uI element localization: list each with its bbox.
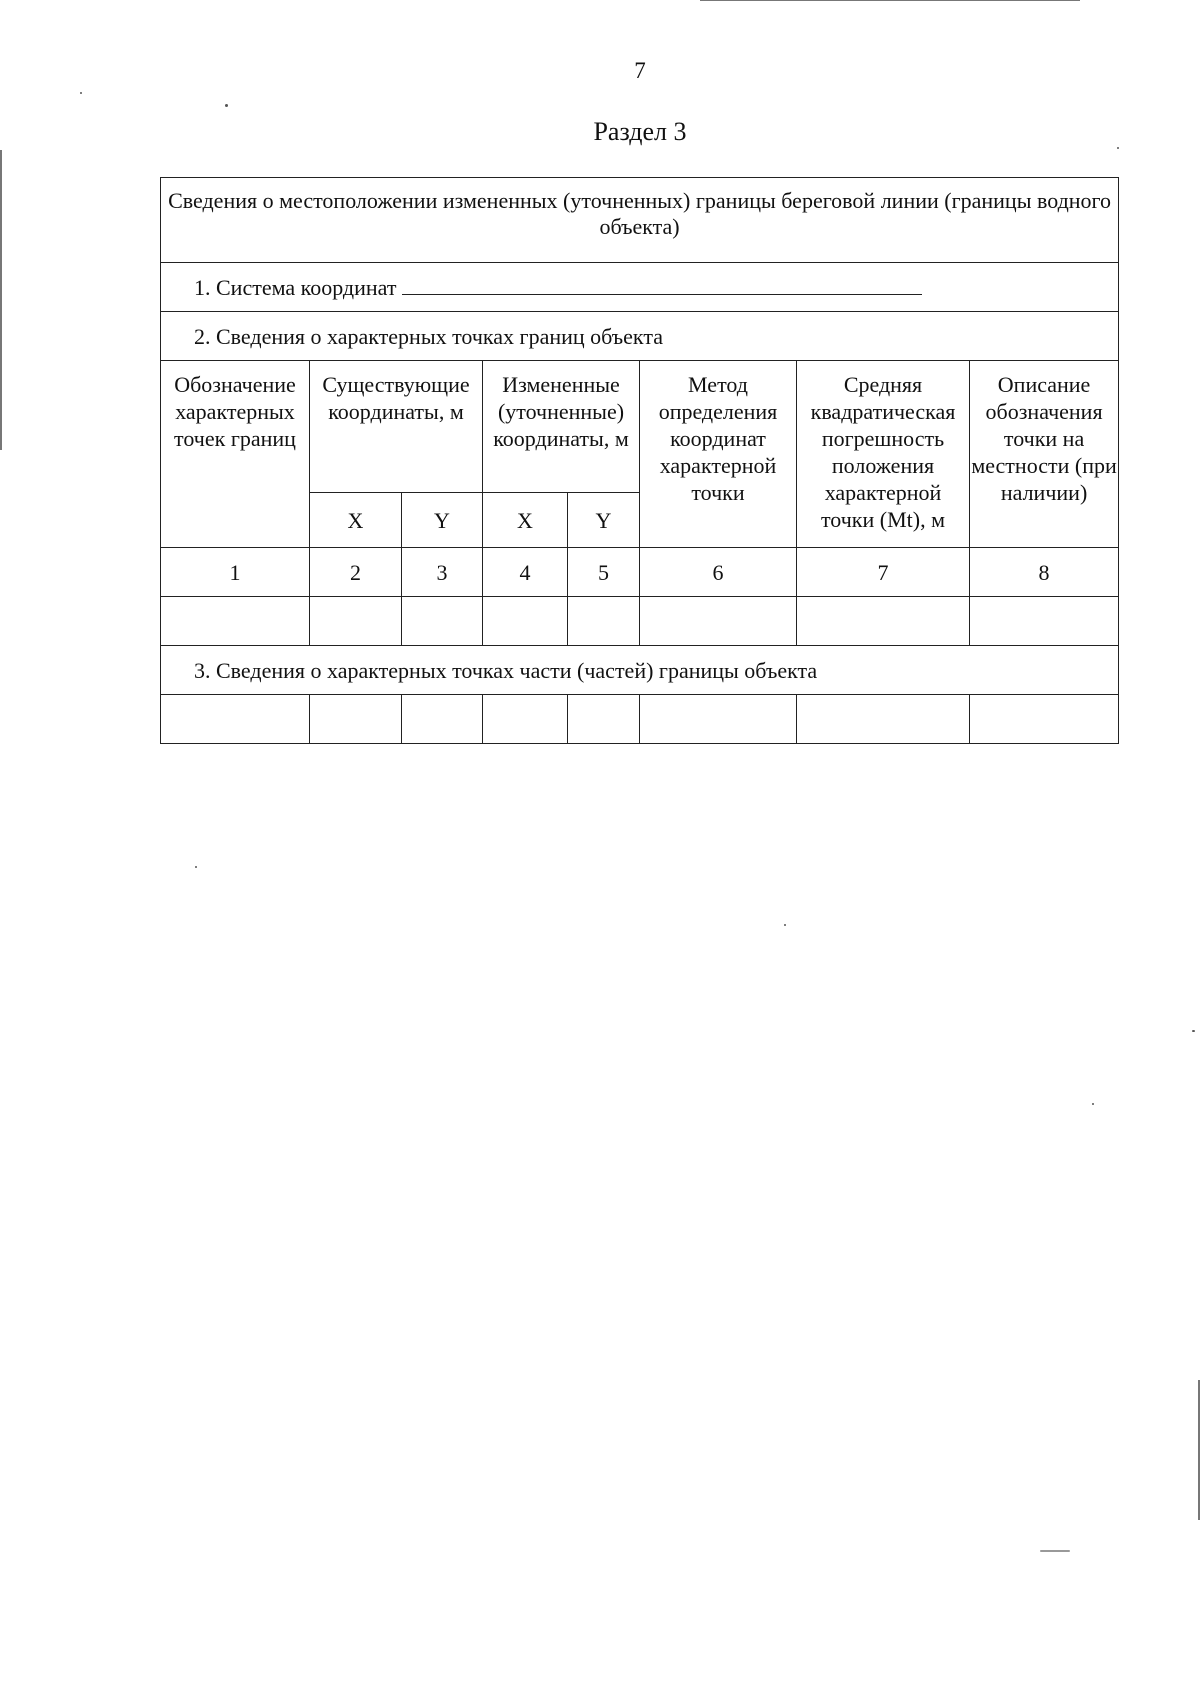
form-title-row (161, 178, 1119, 263)
empty-cell (797, 695, 970, 744)
scan-speck (1092, 1103, 1094, 1105)
column-number-row (161, 548, 1119, 597)
page-number: 7 (634, 58, 646, 83)
scan-speck (1117, 147, 1119, 149)
scan-speck (1040, 1550, 1070, 1552)
points-empty-row (161, 597, 1119, 646)
column-number: 2 (310, 548, 402, 597)
column-number: 4 (483, 548, 568, 597)
empty-cell (970, 695, 1119, 744)
boundary-form-table (160, 177, 1119, 744)
parts-section-row (161, 646, 1119, 695)
form-title: Сведения о местоположении измененных (уточненных) границы береговой линии (границы водного объекта) (161, 178, 1119, 263)
empty-cell (161, 597, 310, 646)
header-existing-x: X (310, 493, 402, 548)
scan-edge-left (0, 150, 2, 450)
empty-cell (483, 695, 568, 744)
coordinate-system-row (161, 263, 1119, 312)
coordinate-system-cell (161, 263, 1119, 312)
header-existing-coords: Существующие координаты, м (310, 361, 483, 493)
scan-speck (1192, 1030, 1195, 1032)
empty-cell (640, 695, 797, 744)
empty-cell (797, 597, 970, 646)
header-rms-error: Средняя квадратическая погрешность положения характерной точки (Mt), м (797, 361, 970, 548)
column-number: 1 (161, 548, 310, 597)
column-number: 8 (970, 548, 1119, 597)
header-changed-x: X (483, 493, 568, 548)
header-method: Метод определения координат характерной точки (640, 361, 797, 548)
header-changed-y: Y (568, 493, 640, 548)
points-section-row (161, 312, 1119, 361)
points-section-label: 2. Сведения о характерных точках границ объекта (161, 312, 1119, 361)
empty-cell (640, 597, 797, 646)
coordinate-system-label: 1. Система координат (194, 274, 397, 300)
header-existing-y: Y (402, 493, 483, 548)
empty-cell (161, 695, 310, 744)
header-designation: Обозначение характерных точек границ (161, 361, 310, 548)
scan-speck (784, 924, 786, 926)
header-changed-coords: Измененные (уточненные) координаты, м (483, 361, 640, 493)
scan-edge-top (700, 0, 1080, 1)
scan-speck (195, 866, 197, 868)
empty-cell (568, 597, 640, 646)
empty-cell (310, 695, 402, 744)
empty-cell (970, 597, 1119, 646)
header-description: Описание обозначения точки на местности (при наличии) (970, 361, 1119, 548)
column-number: 7 (797, 548, 970, 597)
scan-speck (225, 104, 228, 107)
column-number: 5 (568, 548, 640, 597)
empty-cell (402, 695, 483, 744)
column-number: 6 (640, 548, 797, 597)
column-number: 3 (402, 548, 483, 597)
empty-cell (310, 597, 402, 646)
empty-cell (568, 695, 640, 744)
parts-section-label: 3. Сведения о характерных точках части (частей) границы объекта (161, 646, 1119, 695)
scan-speck (80, 92, 82, 94)
section-title: Раздел 3 (593, 117, 687, 146)
column-header-row (161, 361, 1119, 493)
empty-cell (483, 597, 568, 646)
coordinate-system-blank-line (402, 276, 922, 295)
parts-empty-row (161, 695, 1119, 744)
empty-cell (402, 597, 483, 646)
